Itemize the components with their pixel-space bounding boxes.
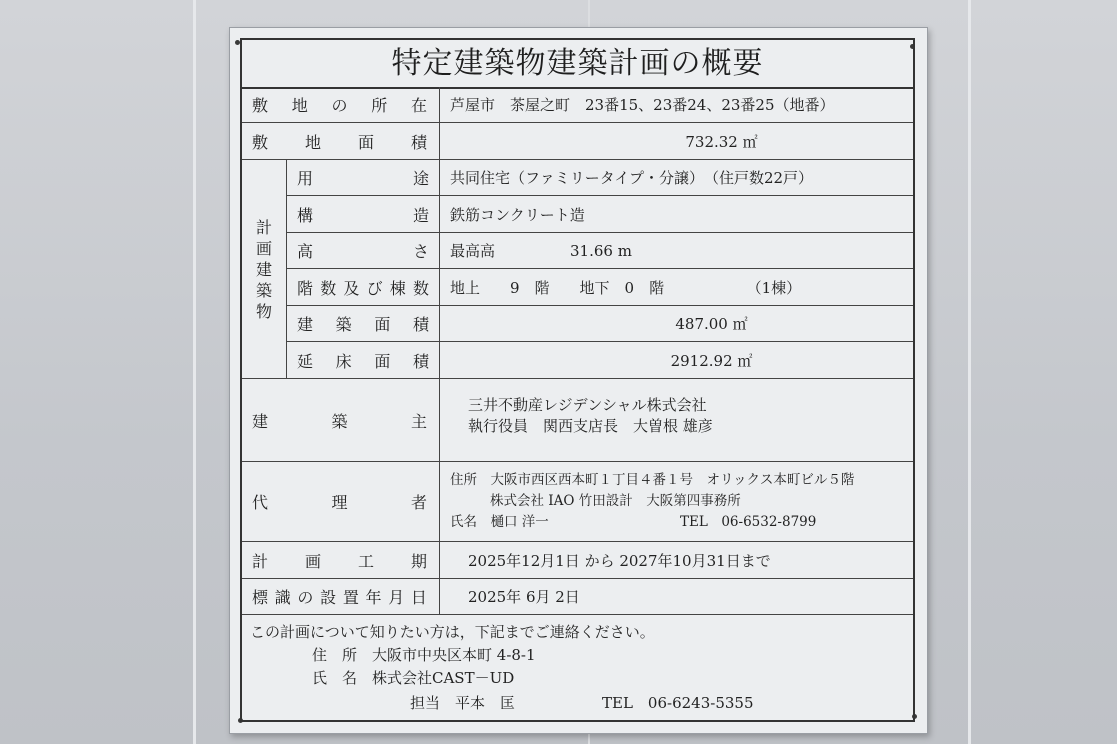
sign-installed-label: 標 識 の 設 置 年 月 日 [242, 579, 440, 614]
structure-value: 鉄筋コンクリート造 [450, 205, 585, 224]
building-area-label: 建 築 面 積 [287, 306, 440, 341]
site-location-row [242, 87, 913, 123]
contact-company: 氏 名 株式会社CAST－UD [312, 669, 515, 687]
agent-name: 氏名 樋口 洋一 [450, 514, 549, 530]
floors-value: 地上 9 階 地下 0 階 （1棟） [450, 278, 802, 297]
construction-period-row [242, 542, 913, 579]
agent-contact [450, 512, 913, 533]
owner-label: 建 築 主 [242, 379, 440, 461]
site-location-value: 芦屋市 茶屋之町 23番15、23番24、23番25（地番） [450, 96, 835, 114]
sign-installed-row [242, 579, 913, 615]
building-area-row [287, 306, 913, 342]
owner-row [242, 379, 913, 462]
sign-title: 特定建築物建築計画の概要 [242, 40, 913, 89]
building-area-value: 487.00 ㎡ [675, 315, 748, 333]
wall-seam [193, 0, 196, 744]
owner-value [440, 379, 913, 461]
height-label: 高 さ [287, 233, 440, 268]
construction-period-value: 2025年12月1日 から 2027年10月31日まで [468, 551, 771, 570]
sign-frame [240, 38, 915, 722]
total-floor-area-label: 延 床 面 積 [287, 342, 440, 378]
building-plan-sign [229, 27, 928, 734]
construction-period-label: 計 画 工 期 [242, 542, 440, 578]
site-area-label: 敷 地 面 積 [242, 123, 440, 159]
agent-tel: TEL 06-6532-8799 [680, 514, 817, 530]
total-floor-area-row [287, 342, 913, 379]
floors-row [287, 269, 913, 306]
site-area-row [242, 123, 913, 160]
contact-person: 担当 平本 匡 [410, 694, 516, 712]
total-floor-area-value: 2912.92 ㎡ [670, 351, 753, 370]
sign-installed-value: 2025年 6月 2日 [468, 588, 580, 606]
structure-row [287, 196, 913, 233]
agent-label: 代 理 者 [242, 462, 440, 541]
agent-company: 株式会社 IAO 竹田設計 大阪第四事務所 [490, 493, 741, 509]
contact-address: 住 所 大阪市中央区本町 4-8-1 [312, 646, 536, 664]
floors-label: 階 数 及 び 棟 数 [287, 269, 440, 305]
agent-address: 住所 大阪市西区西本町１丁目４番１号 オリックス本町ビル５階 [450, 472, 855, 488]
use-row [287, 160, 913, 196]
planned-building-group-label: 計 画 建 築 物 [242, 160, 287, 379]
site-area-value: 732.32 ㎡ [685, 132, 758, 151]
structure-label: 構 造 [287, 196, 440, 232]
site-location-label: 敷 地 の 所 在 [242, 87, 440, 122]
use-value: 共同住宅（ファミリータイプ・分譲） （住戸数22戸） [450, 169, 814, 187]
agent-row [242, 462, 913, 542]
height-value: 最高高 31.66 m [450, 242, 632, 260]
wall-seam [968, 0, 971, 744]
owner-representative: 執行役員 関西支店長 大曽根 雄彦 [468, 417, 713, 435]
owner-company: 三井不動産レジデンシャル株式会社 [468, 396, 707, 414]
agent-value [440, 462, 913, 541]
height-row [287, 233, 913, 269]
contact-intro: この計画について知りたい方は，下記までご連絡ください。 [250, 623, 655, 641]
use-label: 用 途 [287, 160, 440, 195]
contact-tel: TEL 06-6243-5355 [602, 694, 754, 712]
